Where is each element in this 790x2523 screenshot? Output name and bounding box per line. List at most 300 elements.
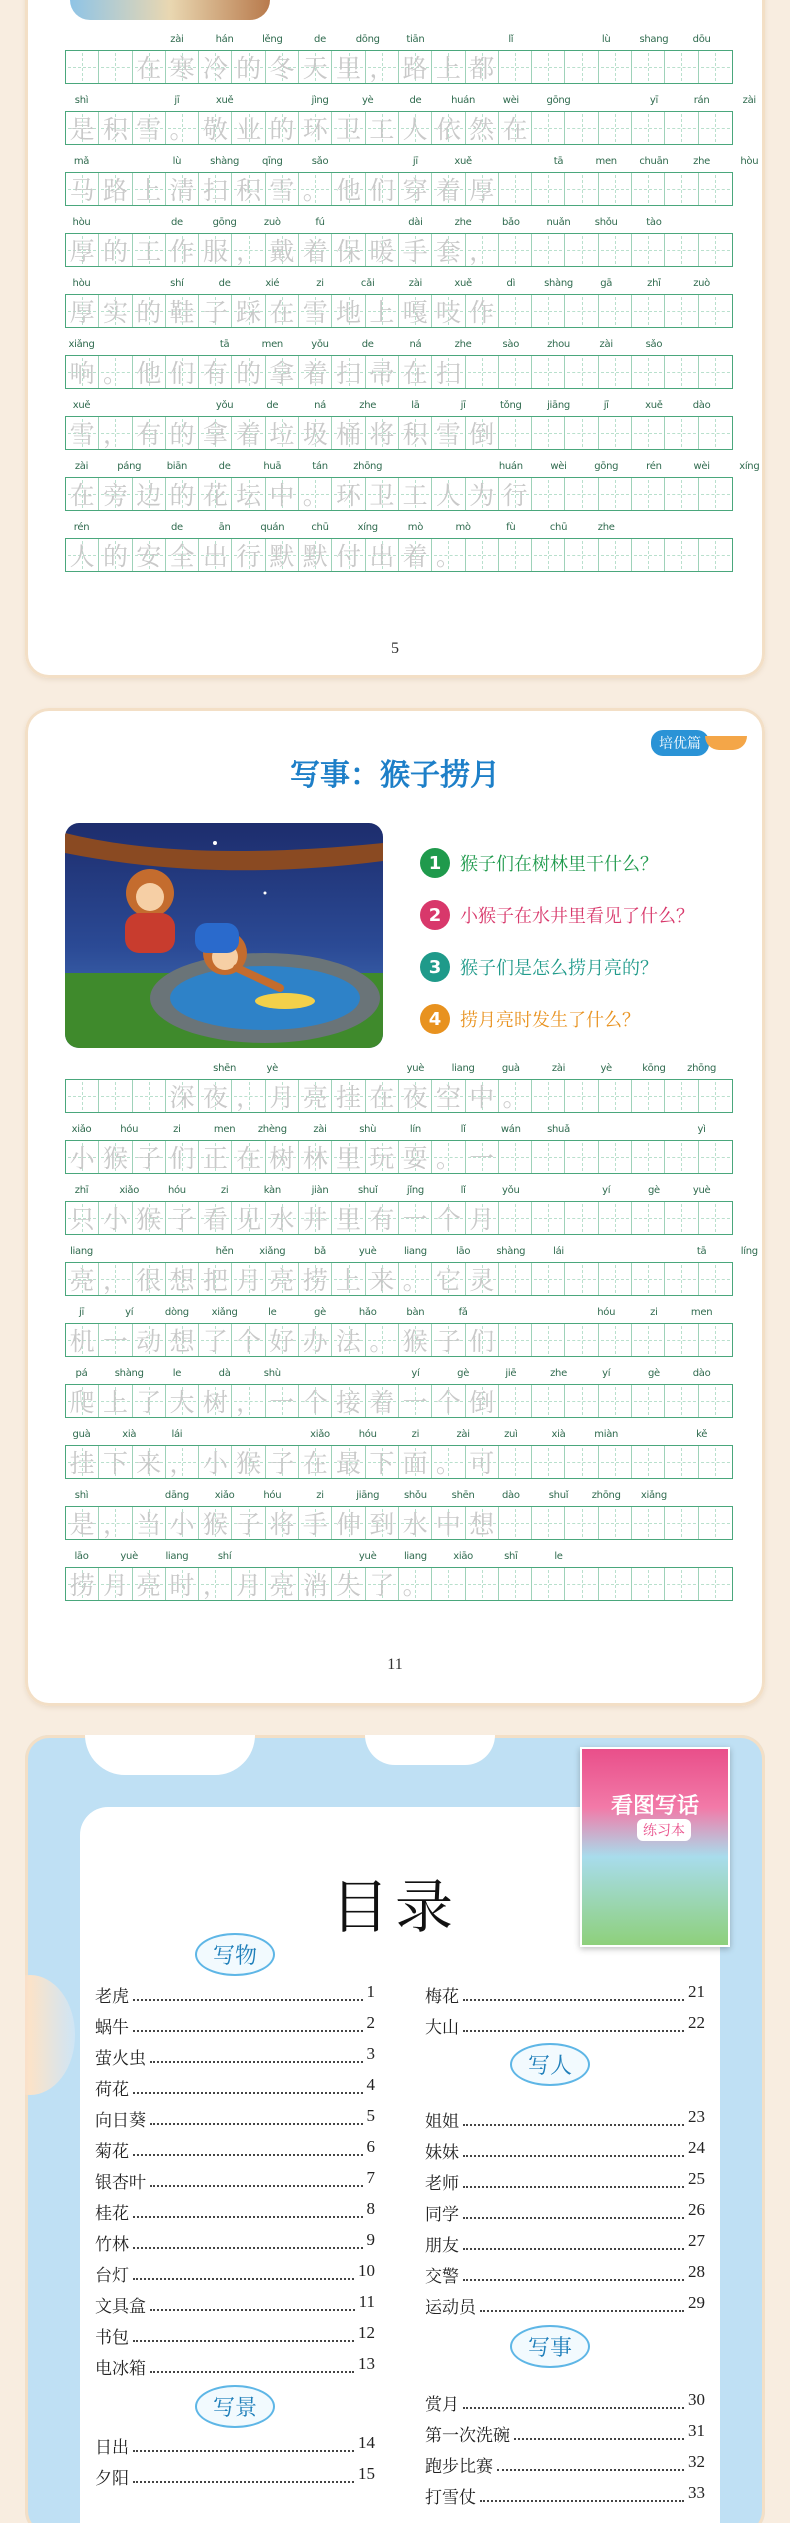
toc-entry-title: 荷花 — [95, 2080, 129, 2100]
trace-character: 空 — [435, 1083, 461, 1112]
pinyin-syllable: xiǎng — [259, 1246, 286, 1257]
trace-character: 的 — [102, 237, 128, 266]
writing-cell — [232, 1080, 265, 1112]
writing-cell — [466, 1080, 499, 1112]
trace-character: 小 — [102, 1205, 128, 1234]
character-cells — [65, 294, 733, 328]
writing-cell — [499, 51, 532, 83]
trace-character: 拿 — [269, 359, 295, 388]
pinyin-syllable: hěn — [215, 1246, 234, 1257]
leader-dots — [463, 2200, 684, 2219]
monkeys-catching-moon-scene — [65, 823, 383, 1048]
trace-character: 夜 — [402, 1083, 428, 1112]
pinyin-syllable: de — [170, 522, 183, 533]
toc-entry[interactable] — [425, 2262, 705, 2287]
toc-entry[interactable] — [425, 2390, 705, 2415]
writing-cell — [133, 539, 166, 571]
toc-entry-title: 梅花 — [425, 1987, 459, 2007]
pinyin-line — [65, 461, 760, 477]
trace-character: 井 — [302, 1205, 328, 1234]
writing-cell — [466, 539, 499, 571]
toc-entry[interactable] — [425, 2107, 705, 2132]
writing-cell — [99, 478, 132, 510]
writing-cell — [599, 112, 632, 144]
toc-entry-title: 蜗牛 — [95, 2018, 129, 2038]
writing-cell — [599, 478, 632, 510]
writing-cell — [99, 1080, 132, 1112]
writing-cell — [66, 1202, 99, 1234]
leader-dots — [133, 2261, 354, 2280]
trace-character: 。 — [435, 1144, 461, 1173]
writing-cell — [699, 1263, 732, 1295]
writing-cell — [665, 112, 698, 144]
toc-entry[interactable] — [95, 2044, 375, 2069]
trace-character: 子 — [202, 298, 228, 327]
writing-cell — [133, 356, 166, 388]
question-item — [420, 1004, 640, 1034]
toc-entry[interactable] — [95, 1982, 375, 2007]
writing-cell — [499, 1507, 532, 1539]
leader-dots — [133, 2075, 363, 2094]
trace-character: 。 — [369, 1327, 395, 1356]
toc-entry[interactable] — [95, 2230, 375, 2255]
toc-entry[interactable] — [425, 1982, 705, 2007]
writing-cell — [399, 356, 432, 388]
toc-entry-page: 8 — [366, 2199, 375, 2218]
trace-character: 冷 — [202, 54, 228, 83]
trace-character: 看 — [202, 1205, 228, 1234]
toc-entry-page: 3 — [366, 2044, 375, 2063]
pinyin-line — [65, 1551, 733, 1567]
pinyin-syllable: jiāng — [356, 1490, 380, 1501]
leader-dots — [133, 2199, 363, 2218]
pinyin-syllable: dāng — [164, 1490, 189, 1501]
table-of-contents-page — [25, 1735, 765, 2523]
writing-cell — [133, 234, 166, 266]
toc-entry[interactable] — [95, 2261, 375, 2286]
toc-entry-title: 竹林 — [95, 2235, 129, 2255]
pinyin-syllable: pá — [75, 1368, 88, 1379]
writing-cell — [399, 295, 432, 327]
pinyin-syllable: shēn — [213, 1063, 237, 1074]
writing-cell — [665, 356, 698, 388]
pinyin-syllable: jī — [412, 156, 418, 167]
pinyin-syllable: xuě — [454, 156, 472, 167]
pinyin-line — [65, 1429, 733, 1445]
writing-cell — [632, 539, 665, 571]
trace-character: 工 — [369, 115, 395, 144]
writing-cell — [532, 234, 565, 266]
writing-cell — [299, 417, 332, 449]
pinyin-syllable: zài — [551, 1063, 566, 1074]
page-title: 写事：猴子捞月 — [290, 758, 500, 793]
writing-cell — [166, 234, 199, 266]
question-text: 捞月亮时发生了什么？ — [460, 1010, 640, 1031]
writing-cell — [632, 173, 665, 205]
writing-cell — [366, 1324, 399, 1356]
toc-entry[interactable] — [425, 2483, 705, 2508]
writing-cell — [299, 1263, 332, 1295]
writing-cell — [199, 417, 232, 449]
writing-cell — [266, 1507, 299, 1539]
writing-cell — [199, 234, 232, 266]
page-number: 11 — [387, 1656, 403, 1673]
pinyin-syllable: rán — [693, 95, 710, 106]
trace-character: 倒 — [469, 1388, 495, 1417]
writing-cell — [466, 1385, 499, 1417]
pinyin-syllable: le — [172, 1368, 182, 1379]
pinyin-syllable: shēn — [451, 1490, 475, 1501]
trace-character: 的 — [236, 54, 262, 83]
toc-entry[interactable] — [95, 2433, 375, 2458]
writing-cell — [699, 1080, 732, 1112]
writing-cell — [665, 478, 698, 510]
pinyin-syllable: huán — [498, 461, 523, 472]
toc-entry-title: 第一次洗碗 — [425, 2426, 510, 2446]
pinyin-syllable: yuè — [692, 1185, 711, 1196]
pinyin-line — [65, 95, 756, 111]
writing-cell — [299, 1385, 332, 1417]
trace-character: 猴 — [202, 1510, 228, 1539]
trace-character: 将 — [269, 1510, 295, 1539]
writing-cell — [699, 234, 732, 266]
toc-entry[interactable] — [95, 2106, 375, 2131]
writing-cell — [133, 1202, 166, 1234]
writing-cell — [699, 295, 732, 327]
pinyin-syllable: wèi — [550, 461, 567, 472]
writing-cell — [499, 112, 532, 144]
leader-dots — [463, 2013, 684, 2032]
pinyin-syllable: zài — [408, 278, 423, 289]
writing-cell — [466, 173, 499, 205]
trace-character: 在 — [302, 1449, 328, 1478]
toc-entry[interactable] — [425, 2013, 705, 2038]
writing-cell — [66, 356, 99, 388]
writing-cell — [232, 356, 265, 388]
toc-entry[interactable] — [95, 2075, 375, 2100]
trace-character: 时 — [169, 1571, 195, 1600]
toc-entry[interactable] — [95, 2168, 375, 2193]
pinyin-syllable: zài — [456, 1429, 470, 1440]
pinyin-syllable: yí — [411, 1368, 420, 1379]
toc-entry[interactable] — [95, 2137, 375, 2162]
leader-dots — [133, 2433, 354, 2452]
writing-cell — [699, 478, 732, 510]
pinyin-syllable: tiān — [406, 34, 425, 45]
toc-entry[interactable] — [425, 2421, 705, 2446]
writing-cell — [66, 1141, 99, 1173]
trace-character: 在 — [136, 54, 162, 83]
trace-character: 穿 — [402, 176, 428, 205]
writing-cell — [466, 51, 499, 83]
pinyin-syllable: tā — [219, 339, 230, 350]
writing-cell — [632, 356, 665, 388]
writing-cell — [299, 1080, 332, 1112]
toc-entry[interactable] — [95, 2199, 375, 2224]
writing-cell — [499, 478, 532, 510]
writing-cell — [99, 1202, 132, 1234]
writing-cell — [266, 1568, 299, 1600]
writing-cell — [366, 417, 399, 449]
toc-entry-page: 7 — [366, 2168, 375, 2187]
trace-character: 花 — [202, 481, 228, 510]
writing-cell — [432, 51, 465, 83]
writing-cell — [199, 112, 232, 144]
writing-cell — [466, 1568, 499, 1600]
pinyin-syllable: líng — [740, 1246, 758, 1257]
trace-character: ， — [369, 54, 395, 83]
writing-cell — [332, 51, 365, 83]
trace-character: 在 — [369, 1083, 395, 1112]
writing-cell — [232, 1385, 265, 1417]
writing-cell — [66, 1263, 99, 1295]
toc-entry[interactable] — [425, 2231, 705, 2256]
writing-cell — [166, 539, 199, 571]
pinyin-syllable: miàn — [594, 1429, 619, 1440]
writing-cell — [366, 1568, 399, 1600]
trace-character: 法 — [336, 1327, 362, 1356]
writing-cell — [532, 478, 565, 510]
trace-character: 扫 — [202, 176, 228, 205]
writing-cell — [232, 51, 265, 83]
writing-cell — [133, 51, 166, 83]
writing-cell — [232, 112, 265, 144]
pinyin-syllable: tào — [646, 217, 662, 228]
pinyin-line — [65, 1185, 733, 1201]
question-text: 小猴子在水井里看见了什么？ — [460, 906, 694, 927]
toc-entry-page: 12 — [358, 2323, 375, 2342]
trace-character: 套 — [435, 237, 461, 266]
trace-character: 个 — [236, 1327, 262, 1356]
trace-character: 出 — [202, 542, 228, 571]
trace-character: 暖 — [369, 237, 395, 266]
writing-cell — [199, 295, 232, 327]
writing-cell — [499, 1080, 532, 1112]
worksheet-page-5 — [25, 0, 765, 678]
trace-character: 冬 — [269, 54, 295, 83]
toc-entry-page: 2 — [366, 2013, 375, 2032]
trace-character: 水 — [402, 1510, 428, 1539]
pinyin-syllable: gōng — [546, 95, 571, 106]
writing-cell — [665, 1202, 698, 1234]
trace-character: 业 — [236, 115, 262, 144]
pinyin-syllable: mò — [455, 522, 471, 533]
pinyin-syllable: wèi — [502, 95, 519, 106]
trace-character: 帚 — [369, 359, 395, 388]
trace-character: 扫 — [435, 359, 461, 388]
pinyin-line — [65, 1490, 733, 1506]
toc-entry[interactable] — [425, 2452, 705, 2477]
trace-character: 服 — [202, 237, 228, 266]
pinyin-syllable: xià — [551, 1429, 566, 1440]
writing-cell — [499, 1141, 532, 1173]
trace-character: 面 — [402, 1449, 428, 1478]
writing-cell — [632, 295, 665, 327]
pinyin-syllable: bǎ — [314, 1246, 326, 1257]
trace-character: 作 — [169, 237, 195, 266]
book-cover-subtitle: 练习本 — [637, 1819, 691, 1841]
toc-entry-page: 1 — [366, 1982, 375, 2001]
trace-character: 月 — [236, 1266, 262, 1295]
writing-cell — [432, 1202, 465, 1234]
writing-cell — [432, 1263, 465, 1295]
toc-entry[interactable] — [95, 2354, 375, 2379]
writing-cell — [299, 51, 332, 83]
trace-character: 踩 — [236, 298, 262, 327]
trace-character: 来 — [136, 1449, 162, 1478]
pinyin-syllable: dào — [501, 1490, 520, 1501]
trace-character: 。 — [302, 176, 328, 205]
trace-character: 月 — [236, 1571, 262, 1600]
trace-character: 。 — [169, 115, 195, 144]
toc-entry[interactable] — [425, 2138, 705, 2163]
pinyin-syllable: yì — [697, 1124, 706, 1135]
pinyin-syllable: qīng — [261, 156, 283, 167]
pinyin-syllable: hán — [215, 34, 234, 45]
leader-dots — [133, 2013, 363, 2032]
writing-cell — [432, 539, 465, 571]
pinyin-syllable: liang — [165, 1551, 189, 1562]
cloud-decoration — [365, 1735, 495, 1765]
toc-entry[interactable] — [425, 2293, 705, 2318]
writing-cell — [565, 173, 598, 205]
trace-character: 实 — [102, 298, 128, 327]
leader-dots — [463, 2390, 684, 2409]
trace-character: 扫 — [336, 359, 362, 388]
writing-cell — [699, 1202, 732, 1234]
trace-character: 他 — [336, 176, 362, 205]
trace-character: 着 — [435, 176, 461, 205]
writing-cell — [99, 51, 132, 83]
toc-entry-page: 5 — [366, 2106, 375, 2125]
trace-character: ， — [236, 237, 262, 266]
trace-character: 。 — [302, 481, 328, 510]
pinyin-syllable: gōng — [212, 217, 237, 228]
writing-cell — [366, 539, 399, 571]
writing-cell — [99, 1263, 132, 1295]
writing-cell — [266, 234, 299, 266]
trace-character: 积 — [402, 420, 428, 449]
trace-character: 拿 — [202, 420, 228, 449]
writing-cell — [399, 112, 432, 144]
pinyin-syllable: zhe — [693, 156, 711, 167]
pinyin-syllable: lái — [553, 1246, 564, 1257]
writing-cell — [266, 51, 299, 83]
pinyin-syllable: zhōng — [591, 1490, 621, 1501]
toc-entry[interactable] — [425, 2169, 705, 2194]
toc-entry[interactable] — [425, 2200, 705, 2225]
pinyin-syllable: zài — [742, 95, 756, 106]
leader-dots — [133, 2464, 354, 2483]
toc-entry-title: 夕阳 — [95, 2469, 129, 2489]
writing-cell — [266, 1324, 299, 1356]
writing-cell — [299, 234, 332, 266]
toc-entry-title: 赏月 — [425, 2395, 459, 2415]
writing-cell — [432, 417, 465, 449]
pinyin-line — [65, 1368, 733, 1384]
writing-cell — [532, 1324, 565, 1356]
writing-cell — [532, 1202, 565, 1234]
writing-cell — [266, 1446, 299, 1478]
character-cells — [65, 111, 733, 145]
writing-cell — [399, 1263, 432, 1295]
pinyin-syllable: shuǐ — [357, 1185, 378, 1196]
pinyin-syllable: ān — [218, 522, 231, 533]
writing-cell — [532, 295, 565, 327]
writing-cell — [166, 1080, 199, 1112]
pinyin-line — [65, 1246, 758, 1262]
writing-grid — [65, 34, 760, 584]
pinyin-line — [65, 1124, 733, 1140]
pinyin-syllable: shàng — [210, 156, 240, 167]
writing-cell — [466, 112, 499, 144]
trace-character: 小 — [69, 1144, 95, 1173]
pinyin-syllable: dài — [408, 217, 423, 228]
trace-character: 环 — [336, 481, 362, 510]
character-cells — [65, 538, 733, 572]
writing-cell — [199, 1446, 232, 1478]
writing-cell — [366, 234, 399, 266]
writing-cell — [599, 51, 632, 83]
toc-entry-title: 电冰箱 — [95, 2359, 146, 2379]
writing-cell — [199, 1141, 232, 1173]
writing-cell — [499, 234, 532, 266]
pinyin-syllable: zài — [599, 339, 613, 350]
trace-character: 人 — [402, 115, 428, 144]
writing-cell — [565, 1568, 598, 1600]
pinyin-syllable: chū — [549, 522, 568, 533]
character-cells — [65, 1445, 733, 1479]
writing-cell — [266, 417, 299, 449]
trace-character: 响 — [69, 359, 95, 388]
writing-cell — [199, 356, 232, 388]
leader-dots — [133, 2230, 363, 2249]
writing-cell — [166, 1324, 199, 1356]
trace-character: 鞋 — [169, 298, 195, 327]
pinyin-syllable: lǐ — [460, 1124, 466, 1135]
toc-entry-page: 25 — [688, 2169, 705, 2188]
writing-cell — [532, 1263, 565, 1295]
trace-character: 。 — [102, 359, 128, 388]
trace-character: 敬 — [202, 115, 228, 144]
question-number-badge: 4 — [420, 1004, 450, 1034]
section-label-jing: 写景 — [195, 2385, 275, 2428]
writing-cell — [99, 539, 132, 571]
writing-cell — [332, 478, 365, 510]
toc-entry-page: 15 — [358, 2464, 375, 2483]
writing-cell — [166, 295, 199, 327]
toc-entry-title: 菊花 — [95, 2142, 129, 2162]
writing-cell — [299, 1202, 332, 1234]
trace-character: 里 — [336, 54, 362, 83]
writing-cell — [66, 1080, 99, 1112]
writing-cell — [565, 295, 598, 327]
writing-cell — [366, 1446, 399, 1478]
writing-cell — [565, 112, 598, 144]
toc-entry[interactable] — [95, 2292, 375, 2317]
trace-character: 可 — [469, 1449, 495, 1478]
writing-cell — [332, 1507, 365, 1539]
pinyin-syllable: dì — [506, 278, 516, 289]
pinyin-syllable: cǎi — [360, 278, 375, 289]
writing-cell — [466, 356, 499, 388]
pinyin-syllable: shǒu — [403, 1490, 427, 1501]
writing-cell — [565, 51, 598, 83]
toc-entry[interactable] — [95, 2013, 375, 2038]
toc-entry[interactable] — [95, 2464, 375, 2489]
toc-entry[interactable] — [95, 2323, 375, 2348]
pinyin-syllable: de — [361, 339, 374, 350]
